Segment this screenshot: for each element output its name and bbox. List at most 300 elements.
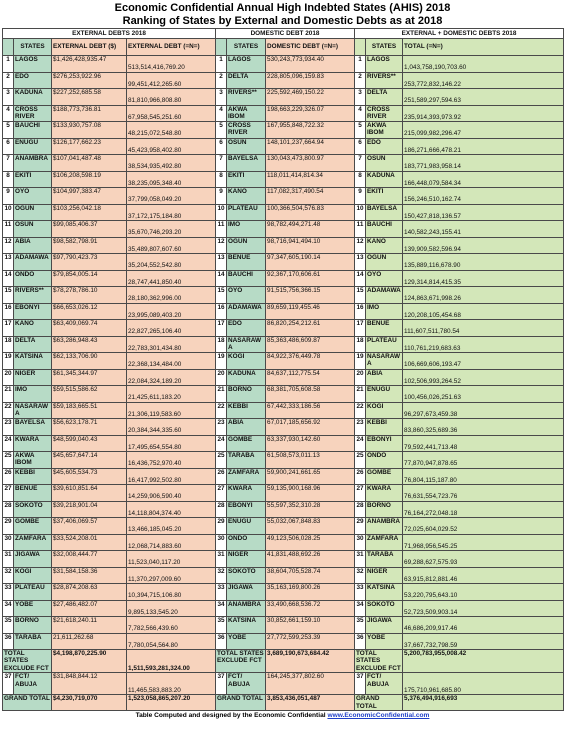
external-ngn-cell: 81,810,966,808.80	[127, 89, 216, 106]
external-state-cell: YOBE	[14, 600, 52, 617]
combined-total-cell: 110,761,219,683.63	[403, 336, 564, 353]
external-ngn-cell: 17,495,654,554.80	[127, 435, 216, 452]
external-ngn-header: EXTERNAL DEBT (=N=)	[127, 39, 216, 56]
combined-rank-cell: 8	[355, 171, 366, 188]
domestic-state-cell: BAUCHI	[227, 270, 266, 287]
domestic-state-cell: NIGER	[227, 551, 266, 568]
external-ngn-cell: 14,118,804,374.40	[127, 501, 216, 518]
domestic-rank-cell: 30	[216, 534, 227, 551]
combined-state-cell: EBONYI	[366, 435, 403, 452]
domestic-rank-cell: 9	[216, 188, 227, 205]
domestic-ngn-cell: 55,032,067,848.83	[266, 518, 355, 535]
external-usd-cell: $37,406,069.57	[52, 518, 127, 535]
domestic-ngn-cell: 84,637,112,775.54	[266, 369, 355, 386]
domestic-ngn-cell: 98,782,494,271.48	[266, 221, 355, 238]
combined-state-cell: ABIA	[366, 369, 403, 386]
external-rank-cell: 34	[3, 600, 14, 617]
table-row	[3, 501, 564, 518]
external-usd-cell: $1,426,428,935.47	[52, 56, 127, 73]
states-header: STATES	[227, 39, 266, 56]
domestic-rank-cell: 20	[216, 369, 227, 386]
combined-state-cell: CROSS RIVER	[366, 105, 403, 122]
combined-rank-cell: 32	[355, 567, 366, 584]
combined-total-cell: 253,772,832,146.22	[403, 72, 564, 89]
domestic-state-cell: OSUN	[227, 138, 266, 155]
domestic-rank-cell: 26	[216, 468, 227, 485]
external-usd-cell: $98,582,798.91	[52, 237, 127, 254]
combined-state-cell: ONDO	[366, 452, 403, 469]
combined-state-cell: PLATEAU	[366, 336, 403, 353]
external-usd-cell: $27,486,482.07	[52, 600, 127, 617]
combined-rank-cell: 22	[355, 402, 366, 419]
table-row	[3, 320, 564, 337]
external-usd-cell: $59,183,665.51	[52, 402, 127, 419]
external-ngn-cell: 22,368,134,484.00	[127, 353, 216, 370]
combined-state-cell: KATSINA	[366, 584, 403, 601]
domestic-state-cell: BORNO	[227, 386, 266, 403]
combined-rank-cell: 1	[355, 56, 366, 73]
domestic-ngn-cell: 33,490,668,536.72	[266, 600, 355, 617]
table-row	[3, 188, 564, 205]
combined-total-cell: 71,968,956,545.25	[403, 534, 564, 551]
domestic-rank-cell: 12	[216, 237, 227, 254]
external-usd-cell: $106,208,598.19	[52, 171, 127, 188]
external-state-cell: ANAMBRA	[14, 155, 52, 172]
domestic-rank-cell: 33	[216, 584, 227, 601]
combined-rank-cell: 28	[355, 501, 366, 518]
table-row	[3, 617, 564, 634]
fct-state-cell: FCT/ ABUJA	[227, 673, 266, 695]
fct-external-ngn-cell: 11,465,583,883.20	[127, 673, 216, 695]
external-state-cell: AKWA IBOM	[14, 452, 52, 469]
domestic-ngn-cell: 49,123,506,028.25	[266, 534, 355, 551]
domestic-state-cell: DELTA	[227, 72, 266, 89]
external-state-cell: ADAMAWA	[14, 254, 52, 271]
combined-total-cell: 120,208,105,454.68	[403, 303, 564, 320]
combined-rank-cell: 4	[355, 105, 366, 122]
table-row	[3, 336, 564, 353]
external-state-cell: ABIA	[14, 237, 52, 254]
external-rank-cell: 19	[3, 353, 14, 370]
external-ngn-cell: 28,747,441,850.40	[127, 270, 216, 287]
domestic-state-cell: PLATEAU	[227, 204, 266, 221]
domestic-state-cell: EDO	[227, 320, 266, 337]
domestic-state-cell: ABIA	[227, 419, 266, 436]
combined-total-cell: 77,870,947,878.65	[403, 452, 564, 469]
fct-rank-cell: 37	[355, 673, 366, 695]
domestic-ngn-cell: 41,831,488,692.26	[266, 551, 355, 568]
combined-state-cell: AKWA IBOM	[366, 122, 403, 139]
ranking-rows	[3, 56, 564, 711]
combined-rank-cell: 21	[355, 386, 366, 403]
grand-total-row	[3, 695, 564, 711]
domestic-state-cell: KATSINA	[227, 617, 266, 634]
domestic-state-cell: KADUNA	[227, 369, 266, 386]
external-state-cell: BORNO	[14, 617, 52, 634]
external-ngn-cell: 12,068,714,883.60	[127, 534, 216, 551]
combined-state-cell: EKITI	[366, 188, 403, 205]
table-row	[3, 452, 564, 469]
fct-combined-cell: 175,710,961,685.80	[403, 673, 564, 695]
combined-state-cell: BAUCHI	[366, 221, 403, 238]
external-ngn-cell: 14,259,906,590.40	[127, 485, 216, 502]
domestic-state-cell: KOGI	[227, 353, 266, 370]
footer-text: Table Computed and designed by the Economic Confidential	[135, 712, 326, 720]
external-rank-cell: 14	[3, 270, 14, 287]
combined-total-cell: 186,271,666,478.21	[403, 138, 564, 155]
external-usd-cell: $62,133,706.90	[52, 353, 127, 370]
external-rank-cell: 29	[3, 518, 14, 535]
external-usd-cell: $32,008,444.77	[52, 551, 127, 568]
domestic-state-cell: KANO	[227, 188, 266, 205]
external-usd-cell: $39,610,851.64	[52, 485, 127, 502]
external-state-cell: PLATEAU	[14, 584, 52, 601]
totals-external-ngn-cell: 1,511,593,281,324.00	[127, 650, 216, 673]
table-row	[3, 89, 564, 106]
combined-total-cell: 129,314,814,415.35	[403, 270, 564, 287]
external-usd-cell: $104,997,383.47	[52, 188, 127, 205]
combined-state-cell: ENUGU	[366, 386, 403, 403]
external-ngn-cell: 35,204,552,542.80	[127, 254, 216, 271]
grand-total-label-cell: GRAND TOTAL	[216, 695, 266, 711]
external-state-cell: ONDO	[14, 270, 52, 287]
combined-total-cell: 251,589,297,594.63	[403, 89, 564, 106]
combined-total-cell: 102,506,993,264.52	[403, 369, 564, 386]
combined-total-cell: 46,686,209,917.46	[403, 617, 564, 634]
domestic-ngn-cell: 530,243,773,934.40	[266, 56, 355, 73]
external-usd-cell: $45,605,534.73	[52, 468, 127, 485]
domestic-rank-cell: 6	[216, 138, 227, 155]
domestic-ngn-cell: 91,515,756,366.15	[266, 287, 355, 304]
domestic-ngn-cell: 86,820,254,212.61	[266, 320, 355, 337]
external-ngn-cell: 513,514,416,769.20	[127, 56, 216, 73]
domestic-rank-cell: 35	[216, 617, 227, 634]
total-header: TOTAL (=N=)	[403, 39, 564, 56]
combined-state-cell: TARABA	[366, 551, 403, 568]
domestic-state-cell: ANAMBRA	[227, 600, 266, 617]
combined-rank-cell: 25	[355, 452, 366, 469]
fct-state-cell: FCT/ ABUJA	[14, 673, 52, 695]
external-ngn-cell: 48,215,072,548.80	[127, 122, 216, 139]
grand-total-domestic-ngn-cell: 3,853,436,051,487	[266, 695, 355, 711]
combined-rank-cell: 35	[355, 617, 366, 634]
combined-total-cell: 72,025,604,029.52	[403, 518, 564, 535]
rank-header	[3, 39, 14, 56]
external-usd-cell: $63,409,069.74	[52, 320, 127, 337]
external-ngn-cell: 20,384,344,335.60	[127, 419, 216, 436]
external-state-cell: GOMBE	[14, 518, 52, 535]
combined-rank-cell: 3	[355, 89, 366, 106]
combined-total-cell: 156,246,510,162.74	[403, 188, 564, 205]
combined-state-cell: GOMBE	[366, 468, 403, 485]
combined-state-cell: YOBE	[366, 633, 403, 650]
domestic-rank-cell: 1	[216, 56, 227, 73]
combined-rank-cell: 9	[355, 188, 366, 205]
external-state-cell: OGUN	[14, 204, 52, 221]
domestic-rank-cell: 36	[216, 633, 227, 650]
domestic-ngn-cell: 100,366,504,576.83	[266, 204, 355, 221]
combined-total-cell: 96,297,673,459.38	[403, 402, 564, 419]
external-rank-cell: 32	[3, 567, 14, 584]
domestic-ngn-cell: 118,011,414,814.34	[266, 171, 355, 188]
combined-total-cell: 150,427,818,136.57	[403, 204, 564, 221]
external-rank-cell: 2	[3, 72, 14, 89]
footer-link[interactable]: www.EconomicConfidential.com	[327, 712, 430, 720]
combined-total-cell: 37,667,732,798.59	[403, 633, 564, 650]
domestic-ngn-cell: 59,900,241,661.65	[266, 468, 355, 485]
domestic-state-cell: RIVERS**	[227, 89, 266, 106]
domestic-ngn-cell: 97,347,605,190.14	[266, 254, 355, 271]
external-usd-cell: $107,041,487.48	[52, 155, 127, 172]
external-state-cell: DELTA	[14, 336, 52, 353]
external-ngn-cell: 99,451,412,265.60	[127, 72, 216, 89]
combined-rank-cell: 17	[355, 320, 366, 337]
combined-state-cell: BORNO	[366, 501, 403, 518]
combined-state-cell: KADUNA	[366, 171, 403, 188]
external-rank-cell: 20	[3, 369, 14, 386]
external-state-cell: NASARAWA	[14, 402, 52, 419]
domestic-rank-cell: 3	[216, 89, 227, 106]
external-usd-header: EXTERNAL DEBT ($)	[52, 39, 127, 56]
external-rank-cell: 30	[3, 534, 14, 551]
combined-rank-cell: 20	[355, 369, 366, 386]
grand-total-label-cell: GRAND TOTAL	[3, 695, 52, 711]
table-row	[3, 633, 564, 650]
combined-total-cell: 1,043,758,190,703.60	[403, 56, 564, 73]
domestic-ngn-cell: 225,592,469,150.22	[266, 89, 355, 106]
external-ngn-cell: 22,827,265,106.40	[127, 320, 216, 337]
combined-state-cell: KWARA	[366, 485, 403, 502]
combined-state-cell: NIGER	[366, 567, 403, 584]
combined-total-cell: 53,220,795,643.10	[403, 584, 564, 601]
domestic-state-cell: ADAMAWA	[227, 303, 266, 320]
combined-state-cell: ADAMAWA	[366, 287, 403, 304]
combined-state-cell: DELTA	[366, 89, 403, 106]
domestic-state-cell: YOBE	[227, 633, 266, 650]
domestic-ngn-cell: 61,508,573,011.13	[266, 452, 355, 469]
external-state-cell: KANO	[14, 320, 52, 337]
table-row	[3, 105, 564, 122]
external-usd-cell: $99,085,406.37	[52, 221, 127, 238]
external-state-cell: KEBBI	[14, 468, 52, 485]
external-rank-cell: 25	[3, 452, 14, 469]
combined-rank-cell: 10	[355, 204, 366, 221]
table-row	[3, 221, 564, 238]
domestic-ngn-cell: 63,337,930,142.60	[266, 435, 355, 452]
domestic-state-cell: BENUE	[227, 254, 266, 271]
external-rank-cell: 35	[3, 617, 14, 634]
external-rank-cell: 23	[3, 419, 14, 436]
combined-state-cell: EDO	[366, 138, 403, 155]
external-ngn-cell: 22,084,324,189.20	[127, 369, 216, 386]
domestic-rank-cell: 27	[216, 485, 227, 502]
external-ngn-cell: 7,780,054,564.80	[127, 633, 216, 650]
domestic-ngn-cell: 148,101,237,664.94	[266, 138, 355, 155]
combined-total-cell: 69,288,627,575.93	[403, 551, 564, 568]
domestic-rank-cell: 15	[216, 287, 227, 304]
domestic-section-header: DOMESTIC DEBT 2018	[216, 29, 355, 39]
domestic-state-cell: OGUN	[227, 237, 266, 254]
table-row	[3, 56, 564, 73]
external-rank-cell: 22	[3, 402, 14, 419]
combined-total-cell: 140,582,243,155.41	[403, 221, 564, 238]
domestic-ngn-cell: 130,043,473,800.97	[266, 155, 355, 172]
domestic-rank-cell: 17	[216, 320, 227, 337]
combined-state-cell: ANAMBRA	[366, 518, 403, 535]
external-state-cell: KATSINA	[14, 353, 52, 370]
grand-total-external-ngn-cell: 1,523,058,865,207.20	[127, 695, 216, 711]
external-usd-cell: $97,790,423.73	[52, 254, 127, 271]
combined-total-cell: 111,607,511,780.54	[403, 320, 564, 337]
fct-rank-cell: 37	[3, 673, 14, 695]
combined-rank-cell: 26	[355, 468, 366, 485]
external-usd-cell: 21,611,262.68	[52, 633, 127, 650]
rank-header	[355, 39, 366, 56]
table-row	[3, 72, 564, 89]
external-ngn-cell: 16,436,752,970.40	[127, 452, 216, 469]
external-ngn-cell: 37,172,175,184.80	[127, 204, 216, 221]
external-usd-cell: $66,653,026.12	[52, 303, 127, 320]
states-header: STATES	[366, 39, 403, 56]
combined-rank-cell: 15	[355, 287, 366, 304]
combined-total-cell: 76,164,272,048.18	[403, 501, 564, 518]
domestic-state-cell: LAGOS	[227, 56, 266, 73]
external-usd-cell: $28,874,208.63	[52, 584, 127, 601]
combined-total-cell: 135,889,116,678.90	[403, 254, 564, 271]
combined-total-cell: 76,631,554,723.76	[403, 485, 564, 502]
external-usd-cell: $78,278,786.10	[52, 287, 127, 304]
domestic-ngn-cell: 67,017,185,656.92	[266, 419, 355, 436]
page-header	[0, 0, 565, 28]
external-ngn-cell: 16,417,992,502.80	[127, 468, 216, 485]
external-state-cell: LAGOS	[14, 56, 52, 73]
external-ngn-cell: 23,995,089,403.20	[127, 303, 216, 320]
grand-total-external-usd-cell: $4,230,719,070	[52, 695, 127, 711]
external-state-cell: KWARA	[14, 435, 52, 452]
external-usd-cell: $126,177,662.23	[52, 138, 127, 155]
combined-state-cell: IMO	[366, 303, 403, 320]
external-ngn-cell: 9,895,133,545.20	[127, 600, 216, 617]
external-state-cell: CROSS RIVER	[14, 105, 52, 122]
table-row	[3, 353, 564, 370]
combined-rank-cell: 7	[355, 155, 366, 172]
combined-state-cell: KANO	[366, 237, 403, 254]
combined-rank-cell: 27	[355, 485, 366, 502]
table-row	[3, 518, 564, 535]
external-rank-cell: 17	[3, 320, 14, 337]
external-rank-cell: 15	[3, 287, 14, 304]
combined-rank-cell: 33	[355, 584, 366, 601]
combined-section-header: EXTERNAL + DOMESTIC DEBTS 2018	[355, 29, 564, 39]
fct-state-cell: FCT/ ABUJA	[366, 673, 403, 695]
combined-total-cell: 106,669,606,193.47	[403, 353, 564, 370]
totals-label-cell: TOTAL STATES EXCLUDE FCT	[3, 650, 52, 673]
domestic-rank-cell: 31	[216, 551, 227, 568]
table-row	[3, 303, 564, 320]
domestic-ngn-cell: 167,955,848,722.32	[266, 122, 355, 139]
external-state-cell: OSUN	[14, 221, 52, 238]
domestic-state-cell: KEBBI	[227, 402, 266, 419]
domestic-rank-cell: 34	[216, 600, 227, 617]
combined-rank-cell: 2	[355, 72, 366, 89]
domestic-state-cell: EKITI	[227, 171, 266, 188]
combined-state-cell: SOKOTO	[366, 600, 403, 617]
combined-rank-cell: 5	[355, 122, 366, 139]
combined-rank-cell: 16	[355, 303, 366, 320]
domestic-state-cell: NASARAWA	[227, 336, 266, 353]
external-usd-cell: $56,623,178.71	[52, 419, 127, 436]
combined-rank-cell: 24	[355, 435, 366, 452]
combined-rank-cell: 29	[355, 518, 366, 535]
external-rank-cell: 31	[3, 551, 14, 568]
table-row	[3, 204, 564, 221]
combined-state-cell: BENUE	[366, 320, 403, 337]
rank-header	[216, 39, 227, 56]
combined-total-cell: 183,771,983,958.14	[403, 155, 564, 172]
external-ngn-cell: 22,783,301,434.80	[127, 336, 216, 353]
external-rank-cell: 27	[3, 485, 14, 502]
combined-rank-cell: 12	[355, 237, 366, 254]
table-row	[3, 386, 564, 403]
fct-row	[3, 673, 564, 695]
external-ngn-cell: 10,394,715,106.80	[127, 584, 216, 601]
domestic-rank-cell: 10	[216, 204, 227, 221]
external-usd-cell: $188,773,736.81	[52, 105, 127, 122]
external-usd-cell: $61,345,344.97	[52, 369, 127, 386]
domestic-rank-cell: 19	[216, 353, 227, 370]
external-rank-cell: 18	[3, 336, 14, 353]
domestic-rank-cell: 23	[216, 419, 227, 436]
external-rank-cell: 26	[3, 468, 14, 485]
domestic-rank-cell: 4	[216, 105, 227, 122]
domestic-ngn-cell: 67,442,333,186.56	[266, 402, 355, 419]
external-rank-cell: 4	[3, 105, 14, 122]
table-row	[3, 402, 564, 419]
external-usd-cell: $63,286,948.43	[52, 336, 127, 353]
external-state-cell: EBONYI	[14, 303, 52, 320]
totals-combined-cell: 5,200,783,955,008.42	[403, 650, 564, 673]
external-rank-cell: 9	[3, 188, 14, 205]
external-rank-cell: 13	[3, 254, 14, 271]
external-rank-cell: 16	[3, 303, 14, 320]
external-ngn-cell: 11,523,040,117.20	[127, 551, 216, 568]
combined-rank-cell: 34	[355, 600, 366, 617]
domestic-state-cell: OYO	[227, 287, 266, 304]
fct-rank-cell: 37	[216, 673, 227, 695]
external-ngn-cell: 67,958,545,251.60	[127, 105, 216, 122]
domestic-ngn-cell: 89,659,119,455.46	[266, 303, 355, 320]
domestic-ngn-cell: 68,381,705,608.58	[266, 386, 355, 403]
domestic-ngn-cell: 84,922,376,449.78	[266, 353, 355, 370]
external-usd-cell: $133,930,757.08	[52, 122, 127, 139]
domestic-ngn-cell: 85,363,486,609.87	[266, 336, 355, 353]
domestic-state-cell: ZAMFARA	[227, 468, 266, 485]
table-row	[3, 122, 564, 139]
combined-total-cell: 139,909,582,596.94	[403, 237, 564, 254]
combined-state-cell: OYO	[366, 270, 403, 287]
external-rank-cell: 33	[3, 584, 14, 601]
states-header: STATES	[14, 39, 52, 56]
external-state-cell: OYO	[14, 188, 52, 205]
page-title: Economic Confidential Annual High Indebted States (AHIS) 2018	[114, 2, 451, 14]
totals-label-cell: TOTAL STATES EXCLUDE FCT	[356, 650, 401, 672]
external-ngn-cell: 11,370,297,009.60	[127, 567, 216, 584]
domestic-rank-cell: 11	[216, 221, 227, 238]
domestic-state-cell: GOMBE	[227, 435, 266, 452]
external-rank-cell: 12	[3, 237, 14, 254]
external-ngn-cell: 13,466,185,045.20	[127, 518, 216, 535]
external-state-cell: ZAMFARA	[14, 534, 52, 551]
